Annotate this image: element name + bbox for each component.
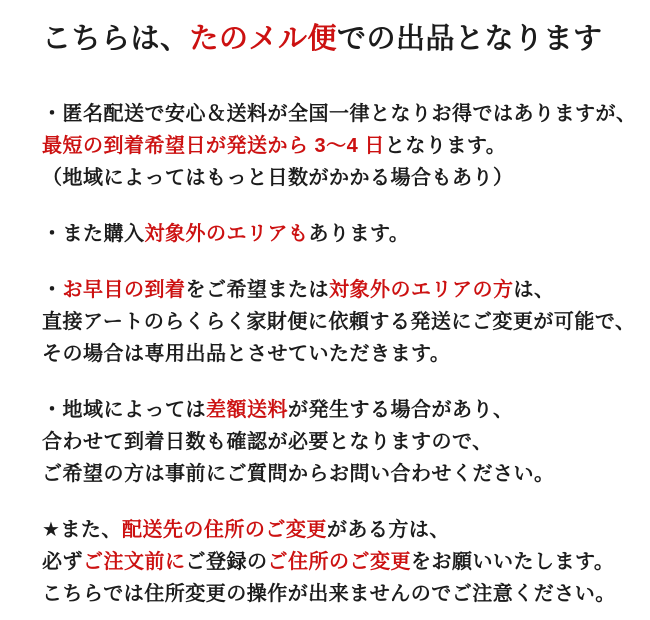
paragraph-early-arrival [42,274,636,370]
text-line [42,98,637,130]
text-segment: ・ [42,279,63,301]
text-segment-highlight: 対象外のエリアの方 [329,279,514,301]
text-segment: ・また購入 [42,223,145,245]
text-line [42,514,630,546]
text-segment: となります。 [384,135,507,157]
text-segment-highlight: 配送先の住所のご変更 [121,519,327,541]
text-line [42,578,630,610]
page-title [42,18,630,60]
text-line [42,130,630,162]
text-segment: その場合は専用出品とさせていただきます。 [42,343,451,365]
paragraph-shipping-terms [42,98,637,194]
text-segment-highlight: ご住所のご変更 [267,551,411,573]
title-segment: こちらは、 [42,23,190,55]
text-line [42,306,636,338]
text-line [42,458,630,490]
text-segment: がある方は、 [326,519,450,541]
text-line [42,162,630,194]
text-segment: ご登録の [185,551,268,573]
text-line [42,274,630,306]
paragraph-address-change [42,514,630,610]
title-segment: での出品となります [337,23,603,55]
text-segment-highlight: 最短の到着希望日が発送から 3～4 日 [42,135,385,157]
paragraph-excluded-area [42,218,630,250]
text-segment: が発生する場合があり、 [288,399,514,421]
text-line [42,218,630,250]
text-segment: 必ず [42,551,83,573]
text-line [42,394,630,426]
text-segment: 合わせて到着日数も確認が必要となりますので、 [42,431,493,453]
text-segment: 直接アートのらくらく家財便に依頼する発送にご変更が可能で、 [42,311,636,333]
text-segment: ・地域によっては [42,399,206,421]
text-segment: をお願いいたします。 [411,551,615,573]
text-segment: （地域によってはもっと日数がかかる場合もあり） [42,167,514,189]
text-segment-highlight: 差額送料 [206,399,288,421]
text-line [42,338,630,370]
title-segment-highlight: たのメル便 [189,23,338,55]
text-segment: は、 [513,279,555,301]
text-segment: をご希望または [185,279,329,301]
text-segment: ・匿名配送で安心＆送料が全国一律となりお得ではありますが、 [42,103,637,125]
text-segment: ご希望の方は事前にご質問からお問い合わせください。 [42,463,555,485]
text-segment: ★また、 [42,519,122,541]
text-segment: こちらでは住所変更の操作が出来ませんのでご注意ください。 [42,583,616,605]
text-segment-highlight: お早目の到着 [62,279,186,301]
text-line [42,546,630,578]
text-segment-highlight: ご注文前に [83,551,186,573]
text-line [42,426,630,458]
text-segment-highlight: 対象外のエリアも [144,223,309,245]
paragraph-extra-fee [42,394,630,490]
text-segment: あります。 [308,223,410,245]
